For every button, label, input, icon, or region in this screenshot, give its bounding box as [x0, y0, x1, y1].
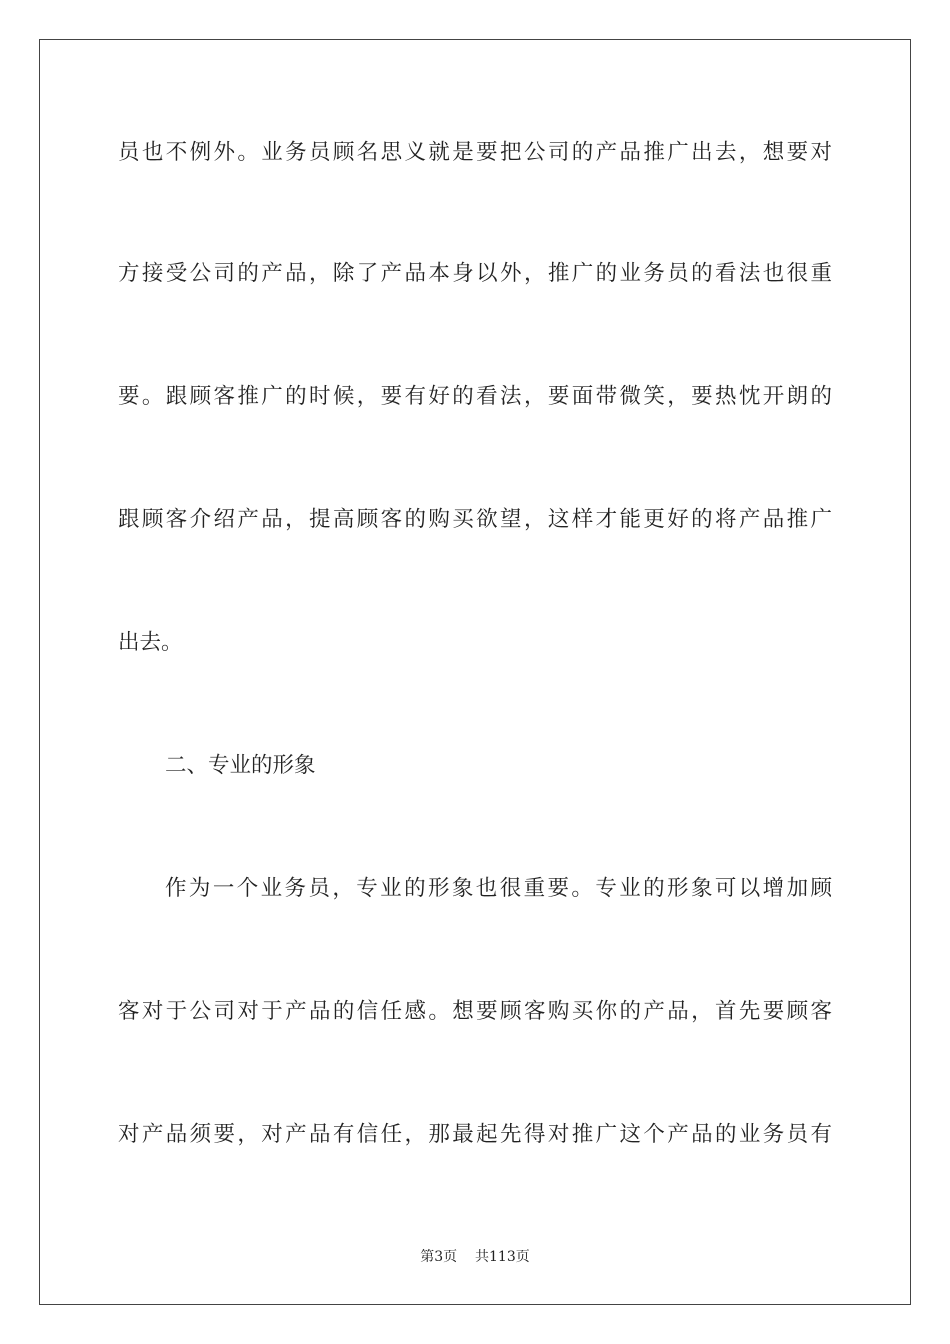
- paragraph-line-3: 要。跟顾客推广的时候，要有好的看法，要面带微笑，要热忱开朗的: [118, 384, 832, 409]
- page-border: [39, 39, 911, 1305]
- page-number: 第3页: [420, 1249, 458, 1265]
- paragraph-line-1: 员也不例外。业务员顾名思义就是要把公司的产品推广出去，想要对: [118, 140, 832, 165]
- paragraph-line-2: 方接受公司的产品，除了产品本身以外，推广的业务员的看法也很重: [118, 261, 832, 286]
- paragraph-line-8: 对产品须要，对产品有信任，那最起先得对推广这个产品的业务员有: [118, 1122, 832, 1147]
- paragraph-line-5: 出去。: [118, 630, 183, 655]
- paragraph-line-7: 客对于公司对于产品的信任感。想要顾客购买你的产品，首先要顾客: [118, 999, 832, 1024]
- total-pages: 共113页: [475, 1249, 530, 1265]
- section-heading: 二、专业的形象: [165, 753, 316, 778]
- paragraph-line-4: 跟顾客介绍产品，提高顾客的购买欲望，这样才能更好的将产品推广: [118, 507, 832, 532]
- page-footer: [0, 1248, 950, 1266]
- paragraph-line-6: 作为一个业务员，专业的形象也很重要。专业的形象可以增加顾: [165, 876, 832, 901]
